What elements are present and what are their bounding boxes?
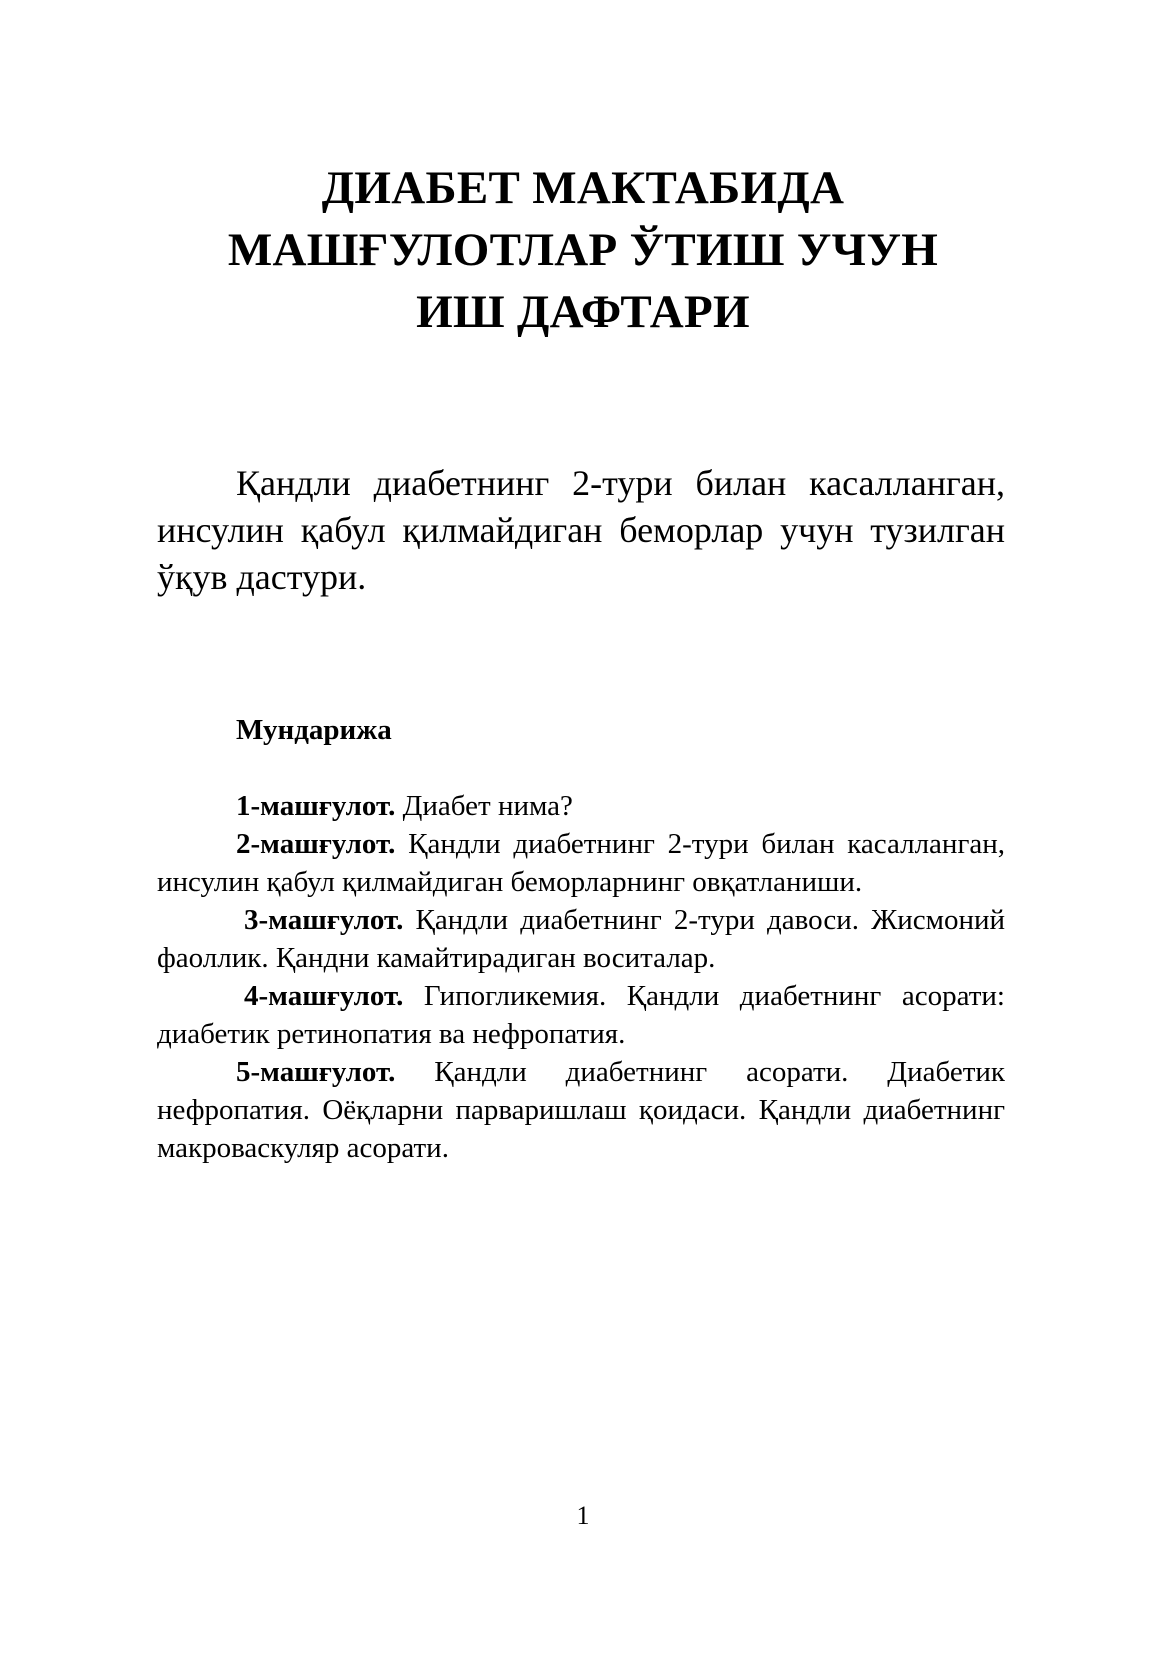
contents-list xyxy=(157,787,1005,1167)
contents-item-1-text: Диабет нима? xyxy=(395,790,573,822)
contents-heading: Мундарижа xyxy=(236,714,392,746)
contents-item-1 xyxy=(157,787,1005,825)
page-number: 1 xyxy=(576,1501,590,1530)
contents-item-2-text: Қандли диабетнинг 2-тури билан касалланган, инсулин қабул қилмайдиган беморларнинг овқатланиши. xyxy=(157,828,1005,898)
contents-item-3 xyxy=(157,901,1005,977)
document-title xyxy=(150,157,1016,343)
contents-item-2-label: 2-машғулот. xyxy=(236,828,396,860)
contents-item-2 xyxy=(157,825,1005,901)
title-line-1: ДИАБЕТ МАКТАБИДА xyxy=(321,162,845,214)
contents-item-1-label: 1-машғулот. xyxy=(236,790,396,822)
title-line-2: МАШҒУЛОТЛАР ЎТИШ УЧУН xyxy=(227,224,939,276)
subtitle-text: Қандли диабетнинг 2-тури билан касалланган, инсулин қабул қилмайдиган беморлар учун тузилган ўқув дастури. xyxy=(157,463,1005,597)
contents-item-4-label: 4-машғулот. xyxy=(244,980,404,1012)
contents-item-4 xyxy=(157,977,1005,1053)
contents-item-4-text: Гипогликемия. Қандли диабетнинг асорати: диабетик ретинопатия ва нефропатия. xyxy=(157,980,1005,1050)
contents-item-5-text: Қандли диабетнинг асорати. Диабетик нефропатия. Оёқларни парваришлаш қоидаси. Қандли диабетнинг макроваскуляр асорати. xyxy=(157,1056,1005,1164)
contents-item-3-label: 3-машғулот. xyxy=(244,904,404,936)
contents-item-3-text: Қандли диабетнинг 2-тури давоси. Жисмоний фаоллик. Қандни камайтирадиган воситалар. xyxy=(157,904,1005,974)
contents-item-5 xyxy=(157,1053,1005,1167)
document-subtitle xyxy=(157,460,1005,601)
title-line-3: ИШ ДАФТАРИ xyxy=(416,286,750,338)
contents-item-5-label: 5-машғулот. xyxy=(236,1056,396,1088)
